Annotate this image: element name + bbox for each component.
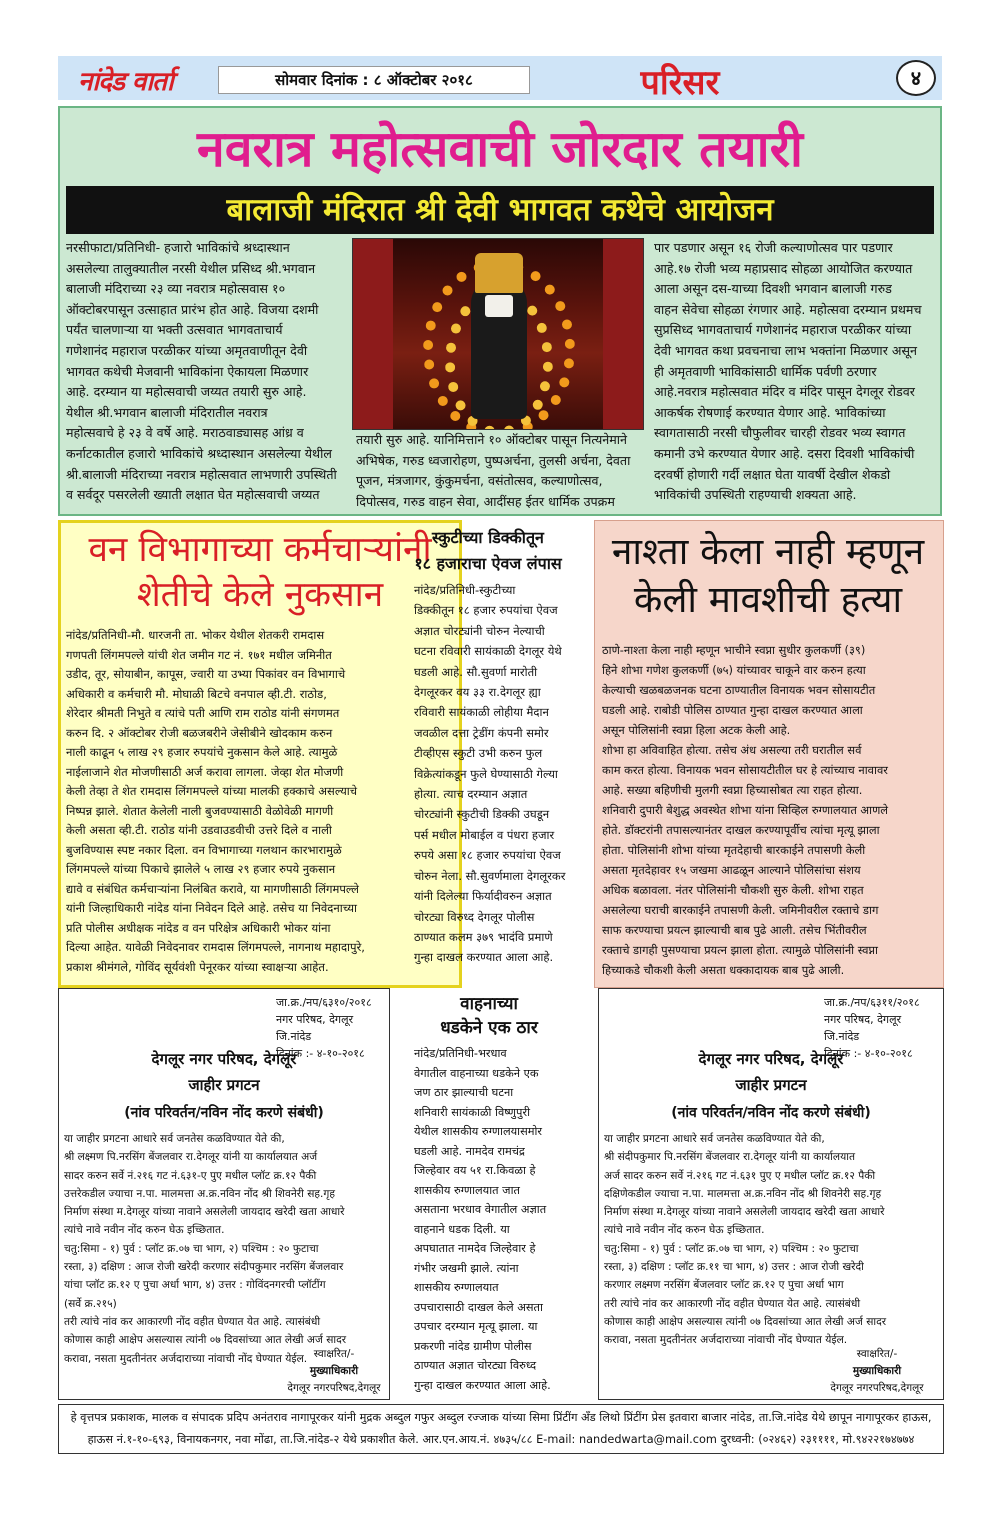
text-line: निष्पन्न झाले. शेतात केलेली नाली बुजवण्यासाठी वेळोवेळी मागणी [66, 803, 334, 818]
text-line: प्रकरणी नांदेड ग्रामीण पोलीस [414, 1339, 532, 1353]
text-line: उत्तरेकडील ज्याचा न.पा. मालमत्ता अ.क्र.नविन नोंद श्री शिवनेरी सह.गृह [64, 1187, 335, 1200]
text-line: नांदेड/प्रतिनिधी-मौ. धारजनी ता. भोकर येथील शेतकरी रामदास [66, 628, 325, 642]
text-line: आकर्षक रोषणाई करण्यात येणार आहे. भाविकांच्या [654, 404, 886, 420]
signature-line: देगलूर नगरपरिषद,देगलूर [287, 1382, 381, 1394]
text-line: दरवर्षी होणारी गर्दी लक्षात घेता यावर्षी देखील शेकडो [654, 466, 891, 482]
temple-photo [352, 238, 644, 430]
text-line: गणपती लिंगमपल्ले यांची शेत जमीन गट नं. १७१ मधील जमिनीत [66, 647, 332, 662]
text-line: देगलूरकर वय ३३ रा.देगलूर ह्या [414, 685, 541, 700]
text-line: या जाहीर प्रगटना आधारे सर्व जनतेस कळविण्यात येते की, [604, 1133, 825, 1145]
notice-right-topic: (नांव परिवर्तन/नविन नोंद करणे संबंधी) [671, 1105, 871, 1121]
notice-office: नगर परिषद, देगलूर जि.नांदेड [276, 1013, 354, 1043]
text-line: केली असता व्ही.टी. राठोड यांनी उडवाउडवीची उत्तरे दिले व नाली [66, 823, 332, 837]
text-line: अर्ज सादर करुन सर्वे नं.२१६ गट नं.६३१ पुए ए मधील प्लॉट क्र.१२ पैकी [604, 1169, 876, 1182]
text-line: शासकीय रुग्णालयात जात [414, 1183, 520, 1197]
text-line: प्रति पोलीस अधीक्षक नांदेड व वन परिक्षेत्र अधिकारी भोकर यांना [66, 920, 331, 935]
text-line: या जाहीर प्रगटना आधारे सर्व जनतेस कळविण्यात येते की, [64, 1133, 285, 1145]
text-line: ठाणे-नाश्ता केला नाही म्हणून भाचीने स्वप्ना सुधीर कुलकर्णी (३९) [602, 643, 866, 657]
text-line: चतु:सिमा - १) पुर्व : प्लॉट क्र.०७ चा भाग, २) पश्चिम : २० फुटाचा [64, 1242, 319, 1255]
text-line: यांनी जिल्हाधिकारी नांदेड यांना निवेदन दिले आहे. तसेच या निवेदनाच्या [66, 901, 357, 915]
text-line: आला असून दस-याच्या दिवशी भगवान बालाजी गरुड [654, 281, 892, 297]
text-line: उपचार दरम्यान मृत्यू झाला. या [414, 1320, 538, 1333]
text-line: घडली आहे. सौ.सुवर्णा मारोती [414, 664, 538, 679]
signature-line: मुख्याधिकारी [309, 1365, 359, 1377]
text-line: गुन्हा दाखल करण्यात आला आहे. [414, 1378, 551, 1392]
text-line: नांदेड/प्रतिनिधी-स्कुटीच्या [414, 583, 516, 597]
text-line: काम करत होत्या. विनायक भवन सोसायटीतील घर हे त्यांच्याच नावावर [602, 763, 888, 777]
text-line: शनिवारी दुपारी बेशुद्ध अवस्थेत शोभा यांना सिव्हिल रुग्णालयात आणले [602, 803, 889, 817]
newspaper-logo: नांदेड वार्ता [78, 67, 173, 97]
text-line: असलेल्या घराची बारकाईने तपासणी केली. जमिनीवरील रक्ताचे डाग [602, 903, 879, 917]
text-line: चोरट्या विरुध्द देगलूर पोलीस [414, 909, 535, 924]
accident-headline [404, 992, 574, 1040]
text-line: निर्माण संस्था म.देगलूर यांच्या नावाने असलेली जायदाद खरेदी खता आधारे [64, 1206, 345, 1219]
text-line: शासकीय रुग्णालयात [414, 1281, 499, 1294]
curtain-right [603, 239, 643, 430]
text-line: अपघातात नामदेव जिल्हेवार हे [414, 1242, 536, 1255]
text-line: चतु:सिमा - १) पुर्व : प्लॉट क्र.०७ चा भाग, २) पश्चिम : २० फुटाचा [604, 1242, 859, 1255]
text-line: हिने शोभा गणेश कुलकर्णी (७५) यांच्यावर चाकूने वार करुन हत्या [602, 663, 866, 677]
headline-line: नाश्ता केला नाही म्हणून [611, 530, 925, 573]
top-story-column-2 [356, 430, 646, 512]
text-line: अज्ञात चोरट्यांनी चोरुन नेल्याची [414, 623, 545, 638]
notice-office: नगर परिषद, देगलूर जि.नांदेड [824, 1013, 902, 1043]
text-line: दिपोत्सव, गरुड वाहन सेवा, आदींसह ईतर धार्मिक उपक्रम [356, 493, 615, 509]
imprint-line: हाऊस नं.१-१०-६९३, विनायकनगर, नवा मोंढा, ता.जि.नांदेड-२ येथे प्रकाशीत केले. आर.एन.आय.नं. ४७३५/८८ E-mail: nandedwarta@mail.com दुरध्वनी: (०२४६२) २३११११, मो.९४२२१७४७७४ [87, 1433, 915, 1446]
text-line: श्री लक्ष्मण पि.नरसिंग बेंजलवार रा.देगलूर यांनी या कार्यालयात अर्ज [64, 1151, 318, 1164]
scooty-theft-headline-1: स्कुटीच्या डिक्कीतून [432, 528, 544, 547]
notice-right-body [604, 1130, 940, 1350]
text-line: होते. डॉक्टरांनी तपासल्यानंतर दाखल करण्यापूर्वीच त्यांचा मृत्यू झाला [602, 823, 880, 837]
text-line: शनिवारी सायंकाळी विष्णुपुरी [414, 1105, 531, 1119]
notice-ref: जा.क्र./नप/६३११/२०१८ [824, 996, 920, 1009]
top-story-subhead: बालाजी मंदिरात श्री देवी भागवत कथेचे आयोजन [66, 186, 934, 234]
text-line: जवळील दत्ता ट्रेडींग कंपनी समोर [414, 725, 549, 740]
notice-left-signature [280, 1346, 388, 1397]
accident-body [414, 1044, 584, 1395]
text-line: रविवारी सायंकाळी लोहीया मैदान [414, 705, 549, 720]
text-line: घडली आहे. नामदेव रामचंद्र [414, 1144, 525, 1158]
signature-line: देगलूर नगरपरिषद,देगलूर [830, 1382, 924, 1394]
text-line: साफ करण्याचा प्रयत्न झाल्याची बाब पुढे आली. तसेच भिंतीवरील [602, 923, 867, 937]
text-line: कमानी उभे करण्यात येणार आहे. दसरा दिवशी भाविकांची [654, 445, 915, 461]
text-line: लिंगमपल्ले यांच्या पिकाचे झालेले ५ लाख २९ हजार रुपये नुकसान [66, 862, 336, 876]
text-line: शेरेदार श्रीमती निभुते व त्यांचे पती आणि राम राठोड यांनी संगणमत [66, 706, 340, 720]
murder-story-body [602, 640, 938, 980]
top-story-column-1 [66, 238, 348, 506]
signature-line: स्वाक्षरित/- [856, 1348, 898, 1360]
idol-tilak [485, 295, 513, 317]
text-line: नाईलाजाने शेत मोजणीसाठी अर्ज करावा लागला. जेव्हा शेत मोजणी [66, 764, 344, 779]
text-line: जिल्हेवार वय ५१ रा.किवळा हे [414, 1164, 536, 1177]
notice-date: दिनांक :- ४-१०-२०१८ [824, 1047, 913, 1060]
text-line: (सर्वे क्र.२१५) [64, 1297, 117, 1310]
text-line: तरी त्यांचे नांव कर आकारणी नोंद वहीत घेण्यात येत आहे. त्यासंबंधी [604, 1297, 861, 1310]
text-line: द्यावे व संबंधित कर्मचाऱ्यांना निलंबित करावे, या मागणीसाठी लिंगमपल्ले [66, 881, 359, 896]
text-line: कोणास काही आक्षेप असल्यास त्यांनी ०७ दिवसांच्या आत लेखी अर्ज सादर [604, 1315, 887, 1328]
text-line: गंभीर जखमी झाले. त्यांना [414, 1261, 519, 1275]
text-line: सुप्रसिध्द भागवताचार्य गणेशानंद महाराज परळीकर यांच्या [654, 322, 912, 338]
text-line: श्री.बालाजी मंदिराच्या नवरात्र महोत्सवात लाभणारी उपस्थिती [66, 466, 337, 482]
text-line: तरी त्यांचे नांव कर आकारणी नोंद वहीत घेण्यात येत आहे. त्यासंबंधी [64, 1315, 321, 1328]
text-line: जण ठार झाल्याची घटना [414, 1086, 514, 1099]
text-line: येथील श्री.भगवान बालाजी मंदिरातील नवरात्र [66, 404, 268, 420]
text-line: प्रकाश श्रीमंगले, गोविंद सूर्यवंशी पेनूरकर यांच्या स्वाक्षऱ्या आहेत. [66, 959, 329, 974]
text-line: पार पडणार असून १६ रोजी कल्याणोत्सव पार पडणार [654, 240, 893, 255]
text-line: ही अमृतवाणी भाविकांसाठी धार्मिक पर्वणी ठरणार [654, 363, 877, 379]
headline-line: वाहनाच्या [460, 994, 518, 1014]
text-line: असलेल्या तालुक्यातील नरसी येथील प्रसिध्द श्री.भगवान [66, 260, 316, 276]
text-line: करुन दि. २ ऑक्टोबर रोजी बळजबरीने जेसीबीने खोदकाम करुन [66, 725, 333, 740]
text-line: उपचारासाठी दाखल केले असता [414, 1300, 543, 1314]
notice-ref: जा.क्र./नप/६३१०/२०१८ [276, 996, 372, 1009]
issue-date: सोमवार दिनांक : ८ ऑक्टोबर २०१८ [218, 66, 530, 94]
text-line: भागवत कथेची मेजवानी भाविकांना ऐकायला मिळणार [66, 363, 309, 379]
text-line: कर्नाटकातील हजारो भाविकांचे श्रध्दास्थान असलेल्या येथील [66, 445, 332, 461]
text-line: कोणास काही आक्षेप असल्यास त्यांनी ०७ दिवसांच्या आत लेखी अर्ज सादर [64, 1334, 347, 1347]
text-line: त्यांचे नावे नवीन नोंद करुन घेऊ इच्छितात. [64, 1224, 225, 1237]
idol-crown [475, 253, 523, 293]
notice-left-topic: (नांव परिवर्तन/नविन नोंद करणे संबंधी) [124, 1105, 324, 1121]
text-line: ऑक्टोबरपासून उत्साहात प्रारंभ होत आहे. विजया दशमी [66, 301, 319, 317]
text-line: दक्षिणेकडील ज्याचा न.पा. मालमत्ता अ.क्र.नविन नोंद श्री शिवनेरी सह.गृह [604, 1187, 882, 1200]
notice-left-body [64, 1130, 386, 1368]
text-line: वाहनाने धडक दिली. या [414, 1222, 510, 1236]
text-line: चोरट्यांनी स्कुटीची डिक्की उघडून [414, 807, 550, 822]
text-line: केली तेव्हा ते शेत रामदास लिंगमपल्ले यांच्या मालकी हक्काचे असल्याचे [66, 784, 358, 798]
section-title: परिसर [640, 63, 720, 103]
text-line: पर्यंत चालणाऱ्या या भक्ती उत्सवात भागवताचार्य [66, 322, 283, 338]
text-line: गणेशानंद महाराज परळीकर यांच्या अमृतवाणीतून देवी [66, 342, 308, 358]
imprint-footer [58, 1404, 944, 1454]
text-line: येथील शासकीय रुग्णालयासमोर [414, 1125, 543, 1138]
notice-right-signature [814, 1346, 940, 1397]
text-line: करावा, नसता मुदतीनंतर अर्जदाराच्या नांवाची नोंद घेण्यात येईल. [604, 1334, 848, 1347]
text-line: यांनी दिलेल्या फिर्यादीवरुन अज्ञात [414, 889, 552, 904]
signature-line: मुख्याधिकारी [852, 1365, 902, 1377]
text-line: आहे. दरम्यान या महोत्सवाची जय्यत तयारी सुरु आहे. [66, 384, 307, 400]
text-line: स्वागतासाठी नरसी चौफुलीवर चारही रोडवर भव्य स्वागत [654, 425, 906, 441]
headline-line: धडकेने एक ठार [440, 1018, 538, 1038]
text-line: केल्याची खळबळजनक घटना ठाण्यातील विनायक भवन सोसायटीत [602, 683, 876, 697]
text-line: हिच्याकडे चौकशी केली असता धक्कादायक बाब पुढे आली. [602, 963, 845, 977]
text-line: घटना रविवारी सायंकाळी देगलूर येथे [414, 644, 562, 659]
text-line: असता मृतदेहावर १५ जखमा आढळून आल्याने पोलिसांचा संशय [602, 863, 861, 877]
forest-story-headline [64, 528, 456, 620]
text-line: निर्माण संस्था म.देगलूर यांच्या नावाने असलेली जायदाद खरेदी खता आधारे [604, 1206, 885, 1219]
text-line: ठाण्यात अज्ञात चोरट्या विरुध्द [414, 1359, 537, 1372]
notice-left-subtitle: जाहीर प्रगटन [188, 1076, 260, 1094]
murder-story-headline [598, 528, 938, 624]
page-number: ४ [896, 60, 936, 96]
notice-left-title: देगलूर नगर परिषद, देगलूर [151, 1050, 297, 1068]
text-line: अधिक बळावला. नंतर पोलिसांनी चौकशी सुरु केली. शोभा राहत [602, 883, 864, 897]
text-line: गुन्हा दाखल करण्यात आला आहे. [414, 950, 554, 965]
text-line: सादर करुन सर्वे नं.२१६ गट नं.६३१-ए पुए मधील प्लॉट क्र.१२ पैकी [64, 1169, 317, 1182]
forest-story-body [66, 626, 456, 977]
text-line: रस्ता, ३) दक्षिण : आज रोजी खरेदी करणार संदीपकुमार नरसिंग बेंजलवार [64, 1261, 344, 1274]
text-line: रुपये असा १८ हजार रुपयांचा ऐवज [414, 848, 561, 863]
scooty-theft-body [414, 580, 584, 968]
text-line: पूजन, मंत्रजागर, कुंकुमर्चना, वसंतोत्सव, कल्याणोत्सव, [356, 473, 603, 489]
signature-line: स्वाक्षरित/- [313, 1348, 355, 1360]
text-line: असून पोलिसांनी स्वप्ना हिला अटक केली आहे. [602, 723, 791, 737]
text-line: देवी भागवत कथा प्रवचनाचा लाभ भक्तांना मिळणार असून [654, 342, 917, 358]
text-line: रस्ता, ३) दक्षिण : प्लॉट क्र.११ चा भाग, ४) उत्तर : आज रोजी खरेदी [604, 1261, 864, 1274]
text-line: अभिषेक, गरुड ध्वजारोहण, पुष्पअर्चना, तुलसी अर्चना, देवता [356, 452, 631, 468]
imprint-line: हे वृत्तपत्र प्रकाशक, मालक व संपादक प्रदिप अनंतराव नागापूरकर यांनी मुद्रक अब्दुल गफुर अब्दुल रज्जाक यांच्या सिमा प्रिंटींग अँड लिथो प्रिंटींग प्रेस इतवारा बाजार नांदेड, ता.जि.नांदेड येथे छापून नागापूरकर हाऊस, [70, 1411, 932, 1424]
text-line: आहे.नवरात्र महोत्सवात मंदिर व मंदिर पासून देगलूर रोडवर [654, 384, 915, 400]
text-line: उडीद, तूर, सोयाबीन, कापूस, ज्वारी या उभ्या पिकांवर वन विभागाचे [66, 667, 346, 681]
text-line: नांदेड/प्रतिनिधी-भरधाव [414, 1047, 507, 1060]
headline-line: शेतीचे केले नुकसान [136, 575, 384, 615]
text-line: ठाण्यात कलम ३७९ भादंवि प्रमाणे [414, 929, 553, 944]
text-line: पर्स मधील मोबाईल व पंधरा हजार [414, 827, 555, 842]
text-line: रक्ताचे डागही पुसण्याचा प्रयत्न झाला होता. त्यामुळे पोलिसांनी स्वप्ना [602, 943, 878, 957]
scooty-theft-headline-2: १८ हजाराचा ऐवज लंपास [414, 554, 562, 573]
text-line: वेगातील वाहनाच्या धडकेने एक [414, 1066, 539, 1080]
text-line: विक्रेत्यांकडून फुले घेण्यासाठी गेल्या [414, 766, 558, 781]
text-line: टीव्हीएस स्कुटी उभी करुन फुल [414, 746, 543, 761]
text-line: होता. पोलिसांनी शोभा यांच्या मृतदेहाची बारकाईने तपासणी केली [602, 843, 866, 857]
text-line: श्री संदीपकुमार पि.नरसिंग बेंजलवार रा.देगलूर यांनी या कार्यालयात [604, 1151, 856, 1164]
headline-line: केली मावशीची हत्या [633, 578, 903, 621]
text-line: त्यांचे नावे नवीन नोंद करुन घेऊ इच्छितात. [604, 1224, 765, 1237]
notice-date: दिनांक :- ४-१०-२०१८ [276, 1047, 365, 1060]
curtain-left [353, 239, 393, 430]
text-line: अधिकारी व कर्मचारी मौ. मोघाळी बिटचे वनपाल व्ही.टी. राठोड, [66, 686, 327, 701]
text-line: वाहन सेवेचा सोहळा रंगणार आहे. महोत्सवा दरम्यान प्रथमच [654, 301, 922, 317]
text-line: व सर्वदूर पसरलेली ख्याती लक्षात घेत महोत्सवाची जय्यत [66, 487, 320, 503]
text-line: होत्या. त्याच दरम्यान अज्ञात [414, 787, 528, 802]
text-line: आहे.१७ रोजी भव्य महाप्रसाद सोहळा आयोजित करण्यात [654, 260, 913, 276]
text-line: दिल्या आहेत. यावेळी निवेदनावर रामदास लिंगमपल्ले, नागनाथ महादापुरे, [66, 940, 365, 954]
text-line: घडली आहे. राबोडी पोलिस ठाण्यात गुन्हा दाखल करण्यात आला [602, 703, 863, 717]
notice-right-title: देगलूर नगर परिषद, देगलूर [698, 1050, 844, 1068]
text-line: नाली काढून ५ लाख २९ हजार रुपयांचे नुकसान केले आहे. त्यामुळे [66, 745, 338, 759]
text-line: बालाजी मंदिराच्या २३ व्या नवरात्र महोत्सवास १० [66, 281, 286, 297]
text-line: बुजविण्यास स्पष्ट नकार दिला. वन विभागाच्या गलथान कारभारामुळे [66, 842, 342, 857]
text-line: असताना भरधाव वेगातील अज्ञात [414, 1203, 547, 1216]
text-line: करणार लक्ष्मण नरसिंग बेंजलवार प्लॉट क्र.१२ ए पुचा अर्धा भाग [604, 1279, 844, 1292]
text-line: चोरुन नेला. सौ.सुवर्णमाला देगलूरकर [414, 868, 566, 883]
headline-line: वन विभागाच्या कर्मचाऱ्यांनी [88, 530, 432, 570]
text-line: नरसीफाटा/प्रतिनिधी- हजारो भाविकांचे श्रध्दास्थान [66, 240, 290, 255]
text-line: डिक्कीतून १८ हजार रुपयांचा ऐवज [414, 603, 558, 618]
top-story-column-3 [654, 238, 934, 506]
text-line: भाविकांची उपस्थिती राहण्याची शक्यता आहे. [654, 487, 857, 503]
text-line: तयारी सुरु आहे. यानिमित्ताने १० ऑक्टोबर पासून नित्यनेमाने [356, 432, 628, 447]
text-line: महोत्सवाचे हे २३ वे वर्षे आहे. मराठवाड्यासह आंध्र व [66, 425, 304, 441]
text-line: आहे. सख्या बहिणीची मुलगी स्वप्ना हिच्यासोबत त्या राहत होत्या. [602, 783, 863, 797]
text-line: यांचा प्लॉट क्र.१२ ए पुचा अर्धा भाग, ४) उत्तर : गोविंदनगरची प्लॉटींग [64, 1279, 326, 1292]
text-line: करावा, नसता मुदतीनंतर अर्जदाराच्या नांवाची नोंद घेण्यात येईल. [64, 1352, 308, 1365]
notice-right-subtitle: जाहीर प्रगटन [735, 1076, 807, 1094]
top-story-headline: नवरात्र महोत्सवाची जोरदार तयारी [196, 120, 804, 178]
text-line: शोभा हा अविवाहित होत्या. तसेच अंध असल्या तरी घरातील सर्व [602, 743, 862, 757]
